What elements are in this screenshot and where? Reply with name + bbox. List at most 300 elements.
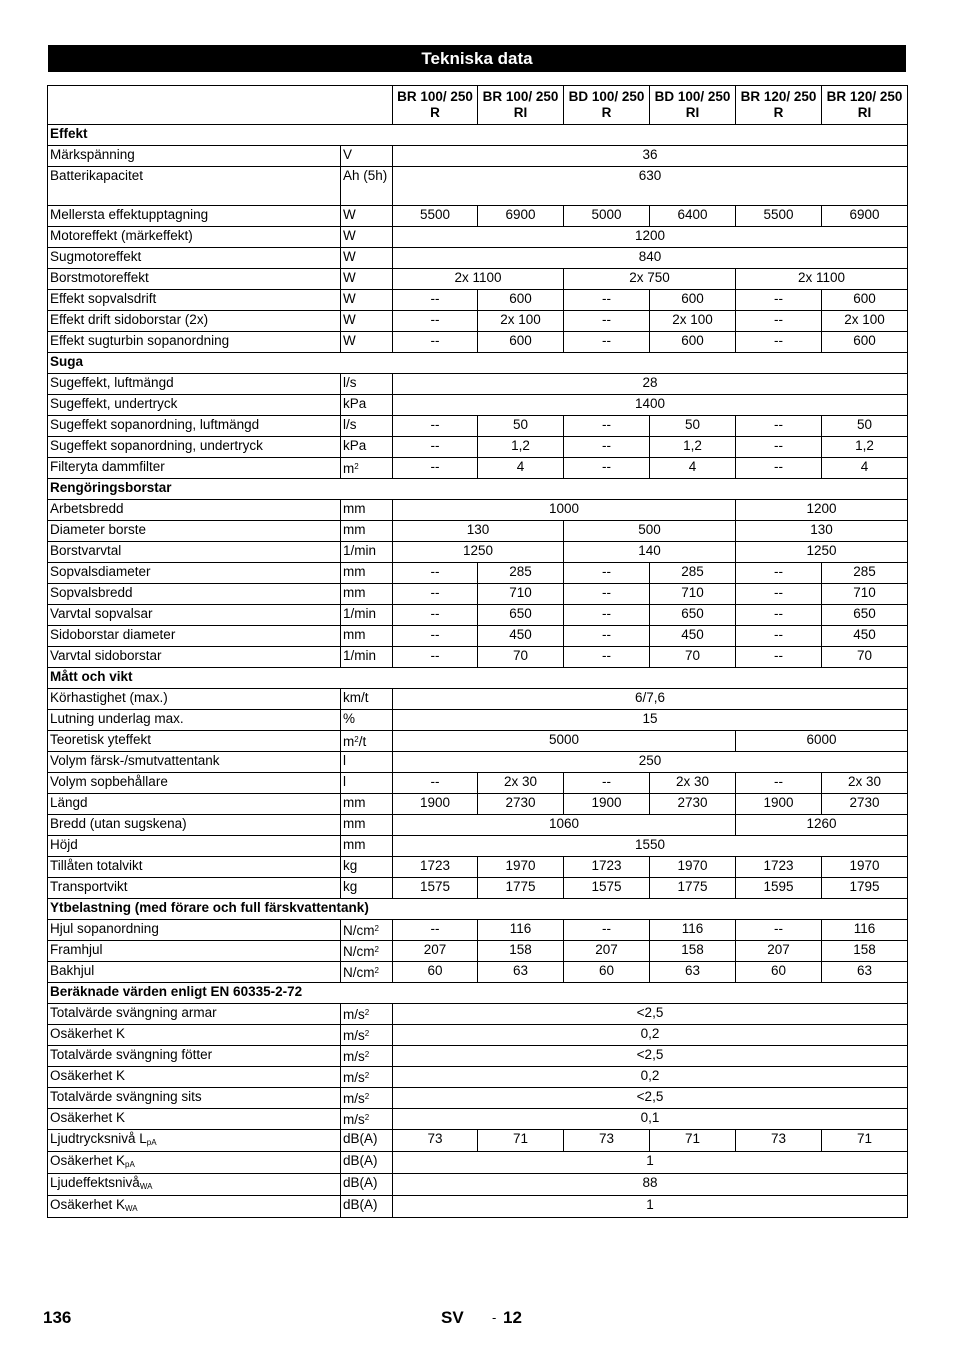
row-label	[48, 626, 341, 647]
value-cell: --	[736, 332, 822, 353]
row-label-text: Effekt drift sidoborstar (2x)	[50, 312, 209, 327]
value-cell: 2x 100	[822, 311, 908, 332]
data-row	[48, 647, 908, 668]
value-cell: 130	[736, 521, 908, 542]
data-row	[48, 1067, 908, 1088]
unit-text: dB(A)	[343, 1197, 378, 1212]
value-cell: --	[564, 626, 650, 647]
section-row	[48, 899, 908, 920]
unit-text: mm	[343, 585, 366, 600]
value-cell: 710	[822, 584, 908, 605]
value-cell: --	[736, 626, 822, 647]
section-row	[48, 353, 908, 374]
row-label-text: Osäkerhet K	[50, 1068, 126, 1083]
data-row	[48, 1109, 908, 1130]
section-heading: Rengöringsborstar	[48, 479, 908, 500]
row-label-text: Batterikapacitet	[50, 168, 144, 183]
section-row	[48, 983, 908, 1004]
row-label	[48, 269, 341, 290]
row-label-text: Sugeffekt sopanordning, undertryck	[50, 438, 263, 453]
value-cell: 650	[478, 605, 564, 626]
data-row	[48, 962, 908, 983]
row-label-text: Sugmotoreffekt	[50, 249, 142, 264]
data-row	[48, 836, 908, 857]
unit-text: dB(A)	[343, 1131, 378, 1146]
unit-text: mm	[343, 837, 366, 852]
value-cell: 5000	[564, 206, 650, 227]
row-unit	[341, 206, 393, 227]
row-label	[48, 815, 341, 836]
value-cell: --	[736, 458, 822, 479]
value-cell: 1595	[736, 878, 822, 899]
row-label-text: Sidoborstar diameter	[50, 627, 176, 642]
row-label-text: Framhjul	[50, 942, 103, 957]
row-label-text: Arbetsbredd	[50, 501, 124, 516]
unit-superscript: 2	[374, 966, 379, 975]
value-cell: 50	[822, 416, 908, 437]
unit-text: kg	[343, 879, 358, 894]
data-row	[48, 290, 908, 311]
section-page-number: 12	[503, 1308, 522, 1327]
data-row	[48, 563, 908, 584]
data-row	[48, 710, 908, 731]
model-header: BD 100/ 250 RI	[650, 86, 736, 125]
value-cell: 60	[736, 962, 822, 983]
value-cell: 1775	[650, 878, 736, 899]
row-label	[48, 1152, 341, 1174]
value-cell: 1,2	[822, 437, 908, 458]
row-label-subscript: pA	[125, 1160, 135, 1169]
value-cell: 1575	[393, 878, 478, 899]
row-label-text: Mellersta effektupptagning	[50, 207, 209, 222]
value-cell: 5500	[736, 206, 822, 227]
value-cell: <2,5	[393, 1088, 908, 1109]
row-label	[48, 1109, 341, 1130]
data-row	[48, 458, 908, 479]
data-row	[48, 794, 908, 815]
value-cell: 50	[478, 416, 564, 437]
unit-text: 1/min	[343, 648, 377, 663]
value-cell: --	[564, 416, 650, 437]
value-cell: 1723	[736, 857, 822, 878]
row-unit	[341, 1196, 393, 1218]
row-unit	[341, 437, 393, 458]
value-cell: 1970	[478, 857, 564, 878]
value-cell: 1775	[478, 878, 564, 899]
row-unit	[341, 458, 393, 479]
value-cell: --	[736, 437, 822, 458]
row-label-text: Sopvalsdiameter	[50, 564, 151, 579]
value-cell: --	[393, 920, 478, 941]
unit-text: km/t	[343, 690, 369, 705]
value-cell: 207	[736, 941, 822, 962]
value-cell: --	[736, 416, 822, 437]
unit-superscript: 2	[374, 924, 379, 933]
value-cell: 2x 1100	[736, 269, 908, 290]
row-label-text: Märkspänning	[50, 147, 135, 162]
row-label-text: Höjd	[50, 837, 78, 852]
value-cell: 6/7,6	[393, 689, 908, 710]
data-row	[48, 920, 908, 941]
row-label	[48, 1088, 341, 1109]
row-label-text: Transportvikt	[50, 879, 128, 894]
data-row	[48, 269, 908, 290]
row-label	[48, 920, 341, 941]
row-label	[48, 941, 341, 962]
unit-text: W	[343, 333, 356, 348]
row-label-text: Ljudtrycksnivå L	[50, 1131, 147, 1146]
value-cell: 5500	[393, 206, 478, 227]
value-cell: 1250	[393, 542, 564, 563]
row-label-text: Körhastighet (max.)	[50, 690, 168, 705]
row-label	[48, 416, 341, 437]
value-cell: 1200	[393, 227, 908, 248]
row-unit	[341, 269, 393, 290]
value-cell: 28	[393, 374, 908, 395]
row-unit	[341, 773, 393, 794]
value-cell: 2730	[478, 794, 564, 815]
row-label	[48, 290, 341, 311]
value-cell: 2x 1100	[393, 269, 564, 290]
unit-text: W	[343, 249, 356, 264]
value-cell: 1250	[736, 542, 908, 563]
row-label-text: Sugeffekt, luftmängd	[50, 375, 174, 390]
value-cell: 88	[393, 1174, 908, 1196]
data-row	[48, 167, 908, 206]
value-cell: 6900	[478, 206, 564, 227]
row-unit	[341, 227, 393, 248]
value-cell: 1900	[564, 794, 650, 815]
row-label	[48, 227, 341, 248]
row-unit	[341, 521, 393, 542]
row-label-text: Sopvalsbredd	[50, 585, 133, 600]
row-label	[48, 458, 341, 479]
unit-text: 1/min	[343, 543, 377, 558]
header-row	[48, 86, 908, 125]
value-cell: --	[393, 290, 478, 311]
row-label-text: Totalvärde svängning armar	[50, 1005, 217, 1020]
row-label-text: Tillåten totalvikt	[50, 858, 143, 873]
spec-table	[47, 85, 908, 1218]
value-cell: 1060	[393, 815, 736, 836]
row-label-text: Sugeffekt sopanordning, luftmängd	[50, 417, 260, 432]
footer-separator: -	[492, 1310, 497, 1325]
row-unit	[341, 416, 393, 437]
unit-text: %	[343, 711, 356, 726]
row-label	[48, 1046, 341, 1067]
page-title: Tekniska data	[48, 45, 906, 72]
row-unit	[341, 395, 393, 416]
value-cell: 600	[650, 290, 736, 311]
row-label-text: Lutning underlag max.	[50, 711, 184, 726]
row-label-text: Volym sopbehållare	[50, 774, 168, 789]
data-row	[48, 941, 908, 962]
value-cell: --	[736, 584, 822, 605]
value-cell: 36	[393, 146, 908, 167]
value-cell: 1550	[393, 836, 908, 857]
unit-superscript: 2	[354, 462, 359, 471]
row-unit	[341, 815, 393, 836]
unit-text: mm	[343, 816, 366, 831]
row-label-text: Varvtal sidoborstar	[50, 648, 162, 663]
row-unit	[341, 710, 393, 731]
value-cell: 285	[478, 563, 564, 584]
value-cell: 2x 750	[564, 269, 736, 290]
row-unit	[341, 626, 393, 647]
row-unit	[341, 731, 393, 752]
data-row	[48, 416, 908, 437]
data-row	[48, 374, 908, 395]
data-row	[48, 1196, 908, 1218]
row-label-text: Osäkerhet K	[50, 1197, 126, 1212]
data-row	[48, 731, 908, 752]
value-cell: --	[564, 290, 650, 311]
row-label-subscript: pA	[146, 1138, 157, 1147]
data-row	[48, 752, 908, 773]
value-cell: 63	[822, 962, 908, 983]
unit-text: N/cm	[343, 923, 375, 938]
row-label	[48, 794, 341, 815]
section-heading: Effekt	[48, 125, 908, 146]
unit-superscript: 2	[364, 1008, 370, 1017]
value-cell: 0,2	[393, 1067, 908, 1088]
unit-text: N/cm	[343, 965, 375, 980]
value-cell: 1900	[736, 794, 822, 815]
unit-text: m/s	[343, 1007, 365, 1022]
value-cell: 710	[478, 584, 564, 605]
value-cell: 60	[564, 962, 650, 983]
row-label-text: Totalvärde svängning fötter	[50, 1047, 213, 1062]
unit-text: m/s	[343, 1028, 365, 1043]
unit-text: dB(A)	[343, 1175, 378, 1190]
unit-text: kPa	[343, 396, 367, 411]
data-row	[48, 206, 908, 227]
value-cell: 1970	[822, 857, 908, 878]
value-cell: 1	[393, 1196, 908, 1218]
value-cell: 0,1	[393, 1109, 908, 1130]
data-row	[48, 1152, 908, 1174]
section-heading: Mått och vikt	[48, 668, 908, 689]
value-cell: 2730	[822, 794, 908, 815]
value-cell: 73	[393, 1130, 478, 1152]
row-unit	[341, 605, 393, 626]
unit-text: kg	[343, 858, 358, 873]
model-header: BR 100/ 250 R	[393, 86, 478, 125]
unit-superscript: 2	[364, 1092, 370, 1101]
row-label	[48, 1130, 341, 1152]
value-cell: 71	[650, 1130, 736, 1152]
unit-text: l	[343, 774, 346, 789]
data-row	[48, 584, 908, 605]
value-cell: 73	[736, 1130, 822, 1152]
value-cell: 450	[478, 626, 564, 647]
row-unit	[341, 290, 393, 311]
section-heading: Ytbelastning (med förare och full färskvattentank)	[48, 899, 908, 920]
row-label-text: Ljudeffektsnivå	[50, 1175, 140, 1190]
unit-text: m	[343, 461, 355, 476]
value-cell: 140	[564, 542, 736, 563]
value-cell: --	[564, 332, 650, 353]
section-heading: Beräknade värden enligt EN 60335-2-72	[48, 983, 908, 1004]
row-label-text: Hjul sopanordning	[50, 921, 159, 936]
value-cell: 4	[478, 458, 564, 479]
row-label	[48, 878, 341, 899]
unit-text: mm	[343, 564, 366, 579]
row-unit	[341, 1025, 393, 1046]
value-cell: --	[564, 773, 650, 794]
row-unit	[341, 1152, 393, 1174]
unit-text: 1/min	[343, 606, 377, 621]
row-unit	[341, 647, 393, 668]
unit-text: mm	[343, 627, 366, 642]
value-cell: 158	[822, 941, 908, 962]
row-label-text: Osäkerhet K	[50, 1153, 126, 1168]
row-label-text: Varvtal sopvalsar	[50, 606, 153, 621]
value-cell: 600	[478, 290, 564, 311]
row-label	[48, 563, 341, 584]
row-label	[48, 773, 341, 794]
value-cell: 1900	[393, 794, 478, 815]
value-cell: --	[393, 626, 478, 647]
row-unit	[341, 374, 393, 395]
value-cell: --	[736, 773, 822, 794]
row-unit	[341, 1088, 393, 1109]
data-row	[48, 248, 908, 269]
data-row	[48, 311, 908, 332]
value-cell: 158	[650, 941, 736, 962]
data-row	[48, 542, 908, 563]
value-cell: 1723	[564, 857, 650, 878]
row-unit	[341, 1130, 393, 1152]
unit-superscript: 2	[374, 945, 379, 954]
value-cell: 1200	[736, 500, 908, 521]
value-cell: --	[564, 563, 650, 584]
row-label	[48, 605, 341, 626]
value-cell: 71	[822, 1130, 908, 1152]
unit-text: l/s	[343, 375, 357, 390]
section-row	[48, 125, 908, 146]
row-unit	[341, 584, 393, 605]
unit-text: V	[343, 147, 353, 162]
value-cell: 1000	[393, 500, 736, 521]
value-cell: 250	[393, 752, 908, 773]
value-cell: 70	[822, 647, 908, 668]
value-cell: 207	[393, 941, 478, 962]
row-unit	[341, 248, 393, 269]
row-unit	[341, 542, 393, 563]
row-label-subscript: WA	[139, 1182, 153, 1191]
row-label-text: Effekt sugturbin sopanordning	[50, 333, 230, 348]
row-label	[48, 248, 341, 269]
row-label-text: Totalvärde svängning sits	[50, 1089, 202, 1104]
row-label	[48, 437, 341, 458]
row-unit	[341, 1046, 393, 1067]
data-row	[48, 1130, 908, 1152]
value-cell: 1,2	[478, 437, 564, 458]
row-label	[48, 500, 341, 521]
row-label-text: Teoretisk yteffekt	[50, 732, 152, 747]
row-label-text: Motoreffekt (märkeffekt)	[50, 228, 193, 243]
unit-suffix: /t	[358, 734, 367, 749]
row-label	[48, 857, 341, 878]
row-label	[48, 1067, 341, 1088]
unit-text: mm	[343, 795, 366, 810]
value-cell: --	[393, 773, 478, 794]
row-unit	[341, 1004, 393, 1025]
value-cell: 600	[822, 290, 908, 311]
unit-superscript: 2	[364, 1071, 370, 1080]
value-cell: --	[736, 563, 822, 584]
value-cell: --	[736, 920, 822, 941]
unit-text: m/s	[343, 1091, 365, 1106]
value-cell: 63	[650, 962, 736, 983]
unit-text: kPa	[343, 438, 367, 453]
row-label	[48, 1196, 341, 1218]
value-cell: 2730	[650, 794, 736, 815]
unit-text: l	[343, 753, 346, 768]
value-cell: 2x 100	[650, 311, 736, 332]
value-cell: 1970	[650, 857, 736, 878]
row-label-text: Längd	[50, 795, 88, 810]
value-cell: 50	[650, 416, 736, 437]
value-cell: 450	[822, 626, 908, 647]
unit-text: N/cm	[343, 944, 375, 959]
value-cell: --	[564, 458, 650, 479]
data-row	[48, 605, 908, 626]
value-cell: --	[393, 458, 478, 479]
row-label	[48, 332, 341, 353]
row-label-text: Diameter borste	[50, 522, 147, 537]
row-label	[48, 1004, 341, 1025]
value-cell: 1	[393, 1152, 908, 1174]
unit-text: W	[343, 207, 356, 222]
unit-superscript: 2	[354, 735, 359, 744]
unit-text: W	[343, 270, 356, 285]
row-unit	[341, 878, 393, 899]
value-cell: 2x 100	[478, 311, 564, 332]
unit-superscript: 2	[364, 1050, 370, 1059]
row-unit	[341, 1174, 393, 1196]
row-unit	[341, 857, 393, 878]
value-cell: <2,5	[393, 1004, 908, 1025]
value-cell: 6400	[650, 206, 736, 227]
row-unit	[341, 332, 393, 353]
data-row	[48, 689, 908, 710]
data-row	[48, 815, 908, 836]
value-cell: 116	[822, 920, 908, 941]
unit-text: mm	[343, 522, 366, 537]
value-cell: --	[393, 647, 478, 668]
data-row	[48, 332, 908, 353]
row-label	[48, 311, 341, 332]
value-cell: 710	[650, 584, 736, 605]
value-cell: --	[564, 437, 650, 458]
row-label-text: Bredd (utan sugskena)	[50, 816, 187, 831]
value-cell: 500	[564, 521, 736, 542]
value-cell: 6900	[822, 206, 908, 227]
value-cell: 600	[478, 332, 564, 353]
row-label	[48, 167, 341, 206]
model-header: BR 100/ 250 RI	[478, 86, 564, 125]
row-unit	[341, 500, 393, 521]
row-label-subscript: WA	[125, 1204, 138, 1213]
value-cell: 1575	[564, 878, 650, 899]
data-row	[48, 227, 908, 248]
value-cell: 600	[650, 332, 736, 353]
value-cell: 1795	[822, 878, 908, 899]
row-label-text: Filteryta dammfilter	[50, 459, 165, 474]
value-cell: 207	[564, 941, 650, 962]
